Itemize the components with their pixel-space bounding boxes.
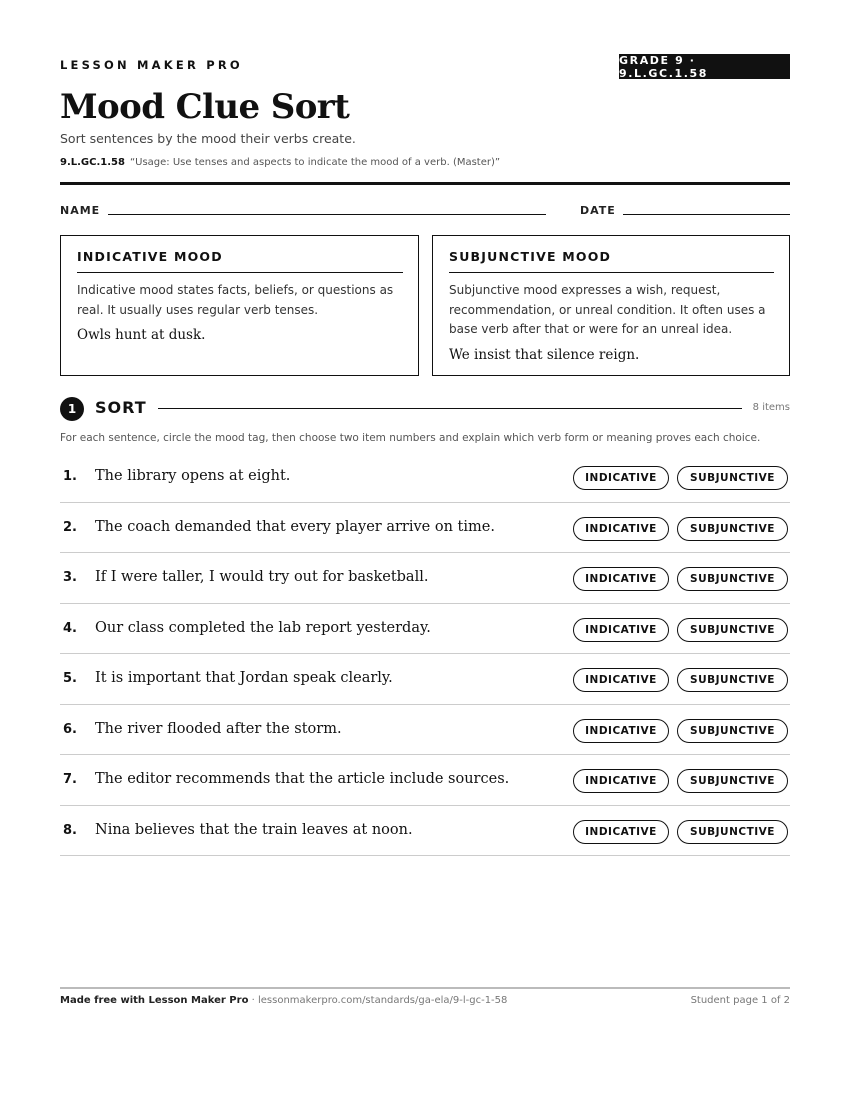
- subjunctive-tag[interactable]: SUBJUNCTIVE: [677, 567, 788, 591]
- header-divider: [60, 182, 790, 185]
- subjunctive-tag[interactable]: SUBJUNCTIVE: [677, 618, 788, 642]
- indicative-tag[interactable]: INDICATIVE: [573, 820, 669, 844]
- item-sentence: The library opens at eight.: [95, 468, 291, 484]
- item-number: 2.: [63, 519, 77, 535]
- standard-reference: [60, 157, 500, 168]
- footer-page-number: Student page 1 of 2: [690, 995, 790, 1006]
- sort-item-7: [60, 755, 790, 806]
- page-subtitle: Sort sentences by the mood their verbs create.: [60, 131, 356, 146]
- brand-name: LESSON MAKER PRO: [60, 58, 243, 72]
- sort-item-1: [60, 452, 790, 503]
- page-title: Mood Clue Sort: [60, 87, 350, 127]
- item-sentence: The editor recommends that the article include sources.: [95, 771, 510, 787]
- subjunctive-tag[interactable]: SUBJUNCTIVE: [677, 668, 788, 692]
- name-line[interactable]: [108, 214, 546, 215]
- section-title: SORT: [95, 398, 147, 417]
- item-number: 5.: [63, 671, 77, 686]
- section-divider: [158, 408, 742, 409]
- indicative-tag[interactable]: INDICATIVE: [573, 466, 669, 490]
- footer-divider: [60, 987, 790, 989]
- item-number: 1.: [63, 469, 77, 484]
- section-number-badge: 1: [60, 397, 84, 421]
- standard-text: “Usage: Use tenses and aspects to indicate the mood of a verb. (Master)”: [129, 157, 501, 168]
- subjunctive-tag[interactable]: SUBJUNCTIVE: [677, 769, 788, 793]
- sort-item-2: [60, 503, 790, 554]
- footer-url[interactable]: · lessonmakerpro.com/standards/ga-ela/9-l-gc-1-58: [248, 995, 508, 1006]
- grade-badge: GRADE 9 · 9.L.GC.1.58: [619, 54, 790, 79]
- indicative-tag[interactable]: INDICATIVE: [573, 618, 669, 642]
- footer-credit: [60, 995, 507, 1006]
- subjunctive-tag[interactable]: SUBJUNCTIVE: [677, 517, 788, 541]
- item-count: 8 items: [752, 402, 790, 413]
- sort-item-4: [60, 604, 790, 655]
- subjunctive-tag[interactable]: SUBJUNCTIVE: [677, 820, 788, 844]
- item-sentence: Our class completed the lab report yesterday.: [95, 619, 431, 636]
- date-line[interactable]: [623, 214, 790, 215]
- subjunctive-concept-box: [432, 235, 790, 376]
- sort-item-8: [60, 806, 790, 857]
- item-sentence: It is important that Jordan speak clearly.: [95, 670, 393, 686]
- indicative-concept-box: [60, 235, 419, 376]
- item-number: 6.: [63, 721, 77, 737]
- subjunctive-tag[interactable]: SUBJUNCTIVE: [677, 719, 788, 743]
- concept-description: Indicative mood states facts, beliefs, or questions as real. It usually uses regular verb tenses.: [77, 283, 394, 317]
- indicative-tag[interactable]: INDICATIVE: [573, 769, 669, 793]
- standard-code: 9.L.GC.1.58: [60, 157, 125, 168]
- indicative-tag[interactable]: INDICATIVE: [573, 517, 669, 541]
- sort-item-6: [60, 705, 790, 756]
- concept-example: Owls hunt at dusk.: [77, 327, 206, 343]
- indicative-tag[interactable]: INDICATIVE: [573, 567, 669, 591]
- item-number: 4.: [63, 620, 77, 636]
- concept-description: Subjunctive mood expresses a wish, request, recommendation, or unreal condition. It often uses a base verb after that or were for an unreal idea.: [449, 283, 766, 336]
- item-number: 7.: [63, 772, 77, 787]
- item-sentence: If I were taller, I would try out for basketball.: [95, 569, 429, 585]
- indicative-tag[interactable]: INDICATIVE: [573, 719, 669, 743]
- sort-item-5: [60, 654, 790, 705]
- footer-made-with: Made free with Lesson Maker Pro: [60, 995, 249, 1006]
- concept-title: SUBJUNCTIVE MOOD: [449, 249, 774, 273]
- sort-items-list: [60, 452, 790, 856]
- item-number: 3.: [63, 570, 77, 585]
- section-instructions: For each sentence, circle the mood tag, then choose two item numbers and explain which verb form or meaning proves each choice.: [60, 432, 761, 444]
- date-label: DATE: [580, 204, 616, 217]
- name-label: NAME: [60, 204, 101, 217]
- concept-title: INDICATIVE MOOD: [77, 249, 403, 273]
- subjunctive-tag[interactable]: SUBJUNCTIVE: [677, 466, 788, 490]
- item-sentence: The river flooded after the storm.: [95, 720, 342, 737]
- item-number: 8.: [63, 822, 77, 838]
- sort-item-3: [60, 553, 790, 604]
- concept-example: We insist that silence reign.: [449, 346, 640, 363]
- item-sentence: The coach demanded that every player arrive on time.: [95, 518, 495, 535]
- indicative-tag[interactable]: INDICATIVE: [573, 668, 669, 692]
- item-sentence: Nina believes that the train leaves at noon.: [95, 821, 413, 838]
